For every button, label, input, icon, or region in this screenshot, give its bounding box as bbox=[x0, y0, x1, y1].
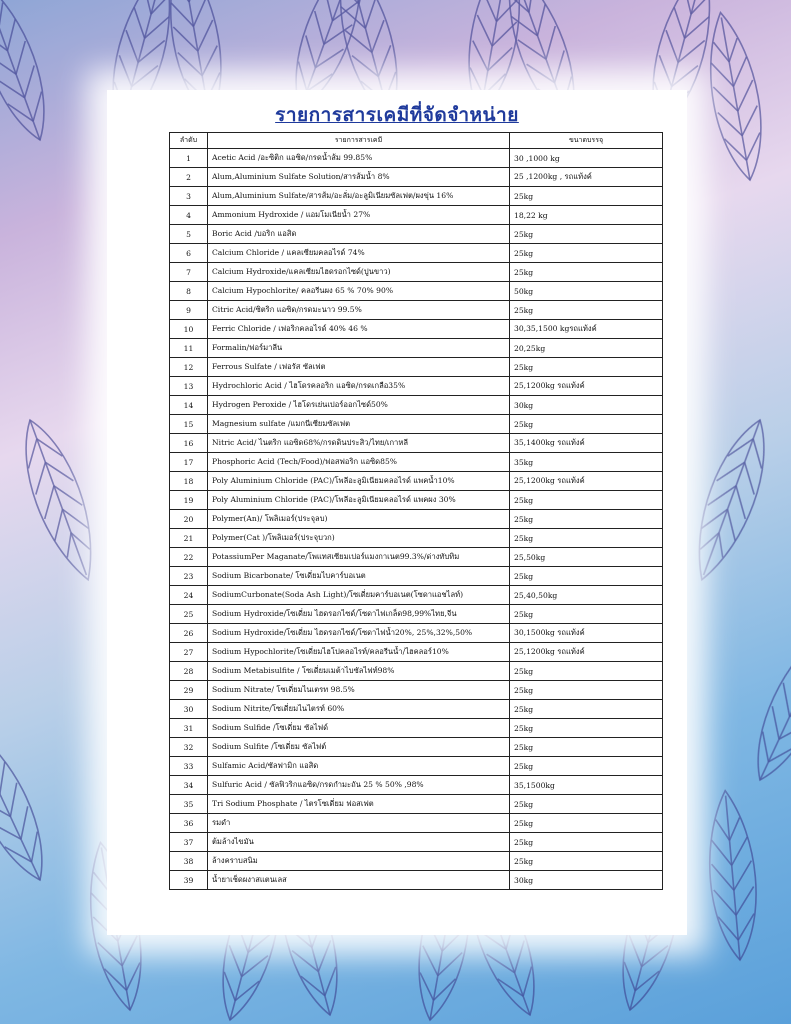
package-size: 25kg bbox=[510, 491, 663, 510]
row-number: 14 bbox=[170, 396, 208, 415]
table-row bbox=[170, 662, 663, 681]
chemical-name: Sodium Sulfide /โซเดี่ยม ซัลไฟด์ bbox=[208, 719, 510, 738]
row-number: 13 bbox=[170, 377, 208, 396]
row-number: 30 bbox=[170, 700, 208, 719]
table-header-row bbox=[170, 133, 663, 149]
chemical-name: Formalin/ฟอร์มาลีน bbox=[208, 339, 510, 358]
table-row bbox=[170, 586, 663, 605]
row-number: 15 bbox=[170, 415, 208, 434]
chemical-name: Citric Acid/ซิตริก แอซิด/กรดมะนาว 99.5% bbox=[208, 301, 510, 320]
table-row bbox=[170, 852, 663, 871]
table-row bbox=[170, 415, 663, 434]
package-size: 25kg bbox=[510, 757, 663, 776]
chemical-name: ล้างคราบสนิม bbox=[208, 852, 510, 871]
package-size: 25kg bbox=[510, 510, 663, 529]
row-number: 20 bbox=[170, 510, 208, 529]
chemical-name: PotassiumPer Maganate/โพแทสเซียมเปอร์แมงกาเนต99.3%/ด่างทับทิม bbox=[208, 548, 510, 567]
table-row bbox=[170, 719, 663, 738]
table-row bbox=[170, 168, 663, 187]
package-size: 25kg bbox=[510, 225, 663, 244]
table-row bbox=[170, 757, 663, 776]
package-size: 25kg bbox=[510, 301, 663, 320]
table-row bbox=[170, 472, 663, 491]
package-size: 25kg bbox=[510, 852, 663, 871]
chemical-name: ต้มล้างไขมัน bbox=[208, 833, 510, 852]
package-size: 25kg bbox=[510, 833, 663, 852]
table-row bbox=[170, 453, 663, 472]
table-row bbox=[170, 681, 663, 700]
row-number: 6 bbox=[170, 244, 208, 263]
package-size: 35,1400kg รถแท้งค์ bbox=[510, 434, 663, 453]
table-row bbox=[170, 776, 663, 795]
chemical-name: Alum,Aluminium Sulfate Solution/สารส้มน้ำ 8% bbox=[208, 168, 510, 187]
row-number: 23 bbox=[170, 567, 208, 586]
table-row bbox=[170, 282, 663, 301]
chemical-name: Tri Sodium Phosphate / ไตรโซเดี่ยม ฟอสเฟต bbox=[208, 795, 510, 814]
row-number: 36 bbox=[170, 814, 208, 833]
chemical-name: น้ำยาเช็ดผงาสแตนเลส bbox=[208, 871, 510, 890]
row-number: 2 bbox=[170, 168, 208, 187]
row-number: 34 bbox=[170, 776, 208, 795]
package-size: 25kg bbox=[510, 415, 663, 434]
row-number: 29 bbox=[170, 681, 208, 700]
row-number: 19 bbox=[170, 491, 208, 510]
table-row bbox=[170, 149, 663, 168]
table-row bbox=[170, 377, 663, 396]
chemical-name: Sodium Hydroxide/โซเดี่ยม ไฮดรอกไซด์/โซดาไฟเกล็ด98,99%ไทย,จีน bbox=[208, 605, 510, 624]
row-number: 22 bbox=[170, 548, 208, 567]
package-size: 25kg bbox=[510, 795, 663, 814]
package-size: 25kg bbox=[510, 263, 663, 282]
package-size: 25,40,50kg bbox=[510, 586, 663, 605]
row-number: 27 bbox=[170, 643, 208, 662]
table-row bbox=[170, 529, 663, 548]
package-size: 30 ,1000 kg bbox=[510, 149, 663, 168]
package-size: 25kg bbox=[510, 187, 663, 206]
chemical-name: Sodium Metabisulfite / โซเดี่ยมเมต้าไบซัลไฟท์98% bbox=[208, 662, 510, 681]
package-size: 25,50kg bbox=[510, 548, 663, 567]
row-number: 5 bbox=[170, 225, 208, 244]
package-size: 25kg bbox=[510, 567, 663, 586]
chemical-name: Poly Aluminium Chloride (PAC)/โพลีอะลูมิเนียมคลอไรด์ แพคผง 30% bbox=[208, 491, 510, 510]
chemical-name: Poly Aluminium Chloride (PAC)/โพลีอะลูมิเนียมคลอไรด์ แพคน้ำ10% bbox=[208, 472, 510, 491]
package-size: 25 ,1200kg , รถแท้งค์ bbox=[510, 168, 663, 187]
chemical-name: Polymer(Cat )/โพลิเมอร์(ประจุบวก) bbox=[208, 529, 510, 548]
package-size: 25kg bbox=[510, 662, 663, 681]
package-size: 25kg bbox=[510, 529, 663, 548]
row-number: 16 bbox=[170, 434, 208, 453]
row-number: 24 bbox=[170, 586, 208, 605]
table-row bbox=[170, 263, 663, 282]
package-size: 30kg bbox=[510, 396, 663, 415]
package-size: 30,35,1500 kgรถแท้งค์ bbox=[510, 320, 663, 339]
row-number: 21 bbox=[170, 529, 208, 548]
package-size: 30kg bbox=[510, 871, 663, 890]
chemical-name: Calcium Hydroxide/แคลเซียมไฮดรอกไซด์(ปูนขาว) bbox=[208, 263, 510, 282]
table-row bbox=[170, 434, 663, 453]
chemical-name: Sodium Nitrate/ โซเดี่ยมไนเตรท 98.5% bbox=[208, 681, 510, 700]
table-row bbox=[170, 871, 663, 890]
row-number: 18 bbox=[170, 472, 208, 491]
table-row bbox=[170, 738, 663, 757]
table-row bbox=[170, 339, 663, 358]
package-size: 25kg bbox=[510, 358, 663, 377]
row-number: 12 bbox=[170, 358, 208, 377]
row-number: 32 bbox=[170, 738, 208, 757]
row-number: 7 bbox=[170, 263, 208, 282]
package-size: 25kg bbox=[510, 605, 663, 624]
table-row bbox=[170, 795, 663, 814]
header-no: ลำดับ bbox=[170, 133, 208, 149]
row-number: 4 bbox=[170, 206, 208, 225]
row-number: 25 bbox=[170, 605, 208, 624]
chemical-name: Sodium Hydroxide/โซเดี่ยม ไฮดรอกไซด์/โซดาไฟน้ำ20%, 25%,32%,50% bbox=[208, 624, 510, 643]
chemical-name: Acetic Acid /อะซิติก แอซิด/กรดน้ำส้ม 99.85% bbox=[208, 149, 510, 168]
chemical-name: SodiumCurbonate(Soda Ash Light)/โซเดี่ยมคาร์บอเนต(โซดาแอชไลท์) bbox=[208, 586, 510, 605]
row-number: 3 bbox=[170, 187, 208, 206]
row-number: 33 bbox=[170, 757, 208, 776]
row-number: 11 bbox=[170, 339, 208, 358]
header-package-size: ขนาดบรรจุ bbox=[510, 133, 663, 149]
table-row bbox=[170, 548, 663, 567]
chemical-name: Sodium Hypochlorite/โซเดี่ยมไฮโปคลอไรท์/คลอรีนน้ำ/ไฮคลอร์10% bbox=[208, 643, 510, 662]
chemical-name: Hydrochloric Acid / ไฮโดรคลอริก แอซิด/กรดเกลือ35% bbox=[208, 377, 510, 396]
table-row bbox=[170, 320, 663, 339]
chemical-name: Magnesium sulfate /แมกนีเซียมซัลเฟต bbox=[208, 415, 510, 434]
table-row bbox=[170, 567, 663, 586]
chemical-name: Alum,Aluminium Sulfate/สารส้ม/อะลั่ม/อะลูมิเนียมซัลเฟต/ผงขุ่น 16% bbox=[208, 187, 510, 206]
chemical-name: รมดำ bbox=[208, 814, 510, 833]
row-number: 39 bbox=[170, 871, 208, 890]
chemical-name: Hydrogen Peroxide / ไฮโดรเย่นเปอร์ออกไซด์50% bbox=[208, 396, 510, 415]
row-number: 1 bbox=[170, 149, 208, 168]
table-row bbox=[170, 187, 663, 206]
package-size: 25,1200kg รถแท้งค์ bbox=[510, 643, 663, 662]
table-row bbox=[170, 358, 663, 377]
table-row bbox=[170, 833, 663, 852]
package-size: 35kg bbox=[510, 453, 663, 472]
package-size: 20,25kg bbox=[510, 339, 663, 358]
page-title: รายการสารเคมีที่จัดจำหน่าย bbox=[275, 104, 519, 126]
table-row bbox=[170, 396, 663, 415]
table-row bbox=[170, 491, 663, 510]
table-row bbox=[170, 605, 663, 624]
document-sheet bbox=[107, 90, 687, 935]
table-row bbox=[170, 814, 663, 833]
chemical-name: Polymer(An)/ โพลิเมอร์(ประจุลบ) bbox=[208, 510, 510, 529]
package-size: 30,1500kg รถแท้งค์ bbox=[510, 624, 663, 643]
table-row bbox=[170, 624, 663, 643]
row-number: 28 bbox=[170, 662, 208, 681]
package-size: 25,1200kg รถแท้งค์ bbox=[510, 377, 663, 396]
chemical-name: Sulfamic Acid/ซัลฟามิก แอสิด bbox=[208, 757, 510, 776]
table-row bbox=[170, 206, 663, 225]
chemical-name: Ammonium Hydroxide / แอมโมเนียน้ำ 27% bbox=[208, 206, 510, 225]
package-size: 18,22 kg bbox=[510, 206, 663, 225]
package-size: 25kg bbox=[510, 700, 663, 719]
row-number: 31 bbox=[170, 719, 208, 738]
chemical-name: Boric Acid /บอริก แอสิด bbox=[208, 225, 510, 244]
table-row bbox=[170, 510, 663, 529]
row-number: 17 bbox=[170, 453, 208, 472]
package-size: 35,1500kg bbox=[510, 776, 663, 795]
package-size: 25kg bbox=[510, 244, 663, 263]
chemical-name: Sodium Bicarbonate/ โซเดี่ยมไบคาร์บอเนต bbox=[208, 567, 510, 586]
chemical-name: Sodium Nitrite/โซเดี่ยมไนไตรท์ 60% bbox=[208, 700, 510, 719]
chemical-name: Ferrous Sulfate / เฟอรัส ซัลเฟต bbox=[208, 358, 510, 377]
chemical-name: Ferric Chloride / เฟอริกคลอไรด์ 40% 46 % bbox=[208, 320, 510, 339]
header-chemical: รายการสารเคมี bbox=[208, 133, 510, 149]
chemical-name: Phosphoric Acid (Tech/Food)/ฟอสฟอริก แอซิด85% bbox=[208, 453, 510, 472]
row-number: 26 bbox=[170, 624, 208, 643]
chemical-name: Sodium Sulfite /โซเดี่ยม ซัลไฟต์ bbox=[208, 738, 510, 757]
row-number: 10 bbox=[170, 320, 208, 339]
row-number: 35 bbox=[170, 795, 208, 814]
chemical-name: Nitric Acid/ ไนตริก แอซิด68%/กรดดินประสิว/ไทย/เกาหลี bbox=[208, 434, 510, 453]
chemical-name: Calcium Hypochlorite/ คลอรีนผง 65 % 70% 90% bbox=[208, 282, 510, 301]
row-number: 9 bbox=[170, 301, 208, 320]
package-size: 50kg bbox=[510, 282, 663, 301]
package-size: 25kg bbox=[510, 738, 663, 757]
table-row bbox=[170, 700, 663, 719]
table-row bbox=[170, 643, 663, 662]
package-size: 25,1200kg รถแท้งค์ bbox=[510, 472, 663, 491]
chemical-list-table bbox=[169, 132, 663, 890]
table-row bbox=[170, 225, 663, 244]
table-row bbox=[170, 244, 663, 263]
row-number: 37 bbox=[170, 833, 208, 852]
table-row bbox=[170, 301, 663, 320]
row-number: 8 bbox=[170, 282, 208, 301]
package-size: 25kg bbox=[510, 681, 663, 700]
chemical-name: Calcium Chloride / แคลเซียมคลอไรด์ 74% bbox=[208, 244, 510, 263]
package-size: 25kg bbox=[510, 814, 663, 833]
package-size: 25kg bbox=[510, 719, 663, 738]
row-number: 38 bbox=[170, 852, 208, 871]
chemical-name: Sulfuric Acid / ซัลฟิวริกแอซิด/กรดกำมะถัน 25 % 50% ,98% bbox=[208, 776, 510, 795]
